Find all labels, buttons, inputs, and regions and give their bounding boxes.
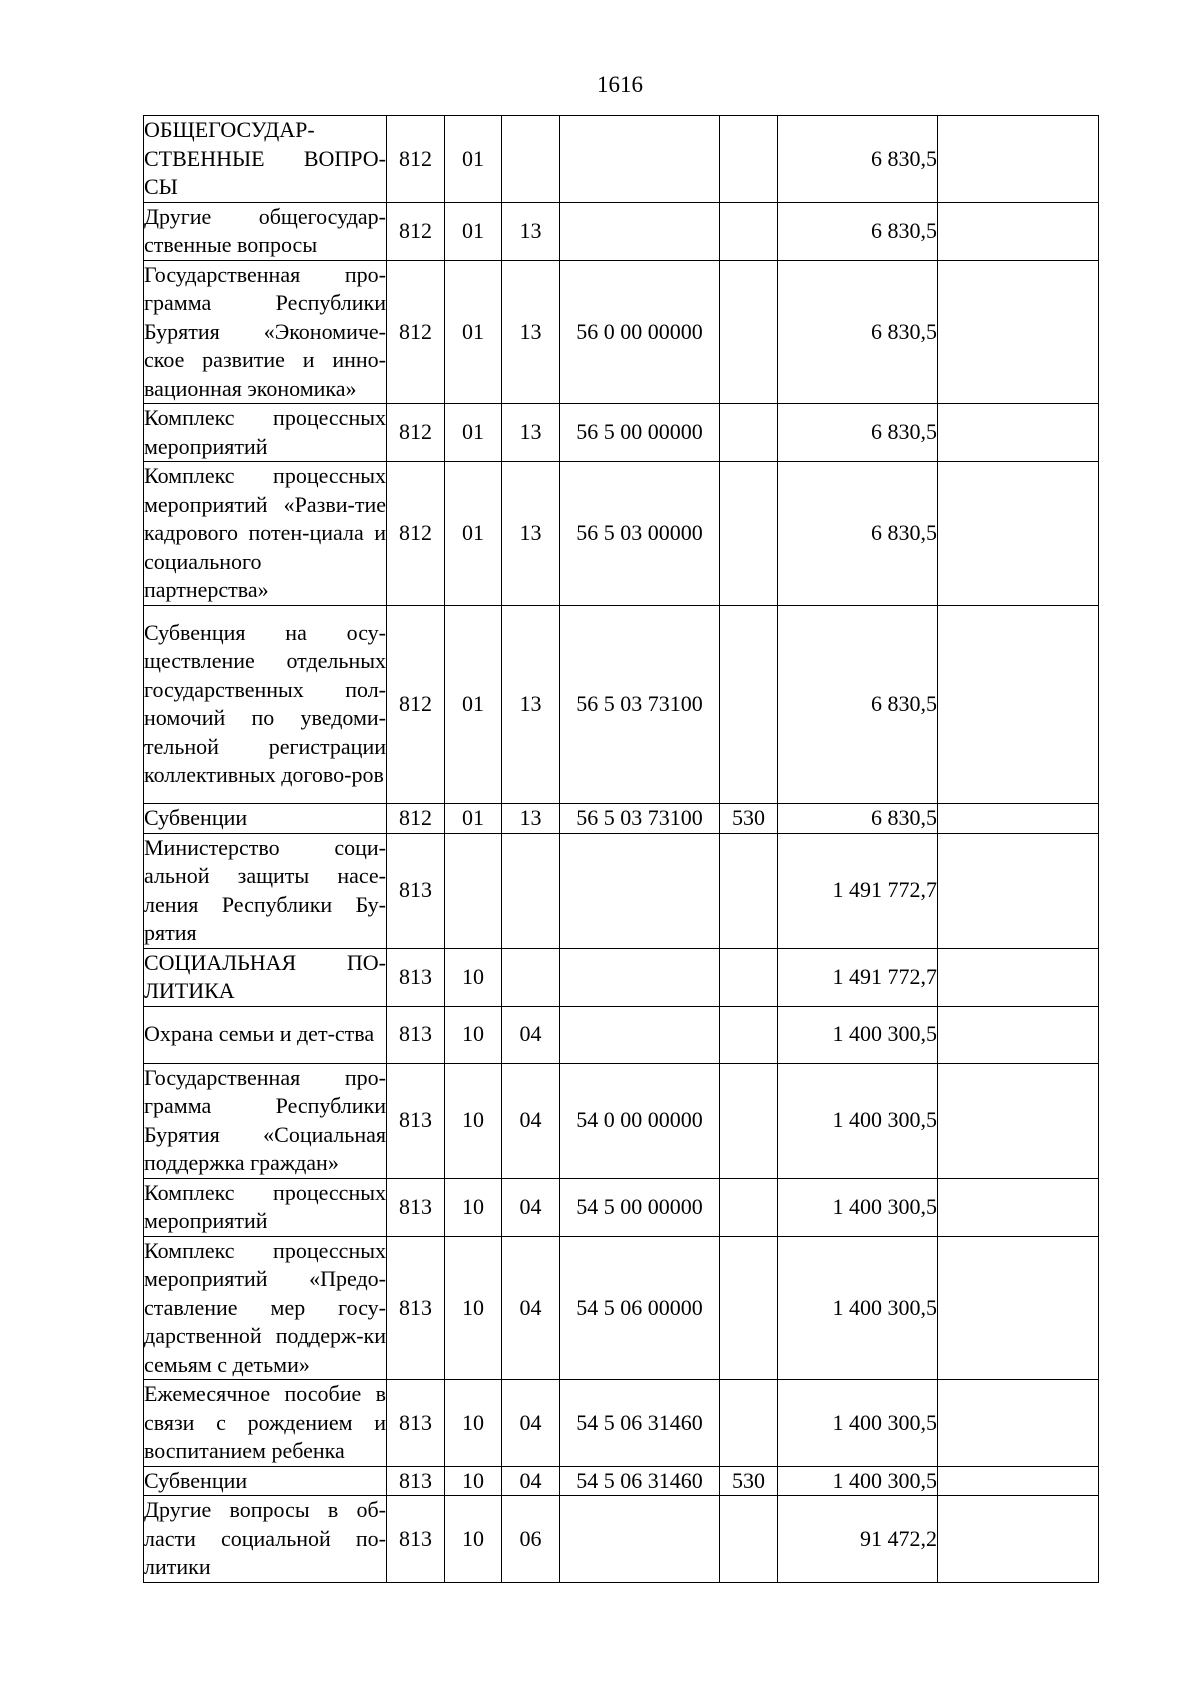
table-row [144,605,1099,803]
name-cell: Субвенции [144,1466,387,1496]
section-cell: 10 [445,1380,502,1467]
ved-cell: 813 [387,948,445,1006]
name-cell: Комплекс процессных мероприятий [144,404,387,462]
expense-type-cell [720,948,778,1006]
empty-cell [938,1236,1099,1380]
ved-cell: 812 [387,462,445,606]
name-cell: ОБЩЕГОСУДАР-СТВЕННЫЕ ВОПРО-СЫ [144,116,387,203]
expense-type-cell [720,1178,778,1236]
empty-cell [938,833,1099,948]
target-article-cell: 54 5 06 00000 [560,1236,720,1380]
subsection-cell: 13 [502,404,560,462]
amount-cell: 6 830,5 [778,404,938,462]
target-article-cell: 56 5 03 73100 [560,605,720,803]
table-row [144,948,1099,1006]
name-cell: Охрана семьи и дет-ства [144,1006,387,1063]
table-row [144,404,1099,462]
section-cell: 01 [445,462,502,606]
name-cell: Государственная про-грамма Республики Бурятия «Экономиче-ское развитие и инно-вационная экономика» [144,260,387,404]
amount-cell: 6 830,5 [778,605,938,803]
amount-cell: 1 400 300,5 [778,1063,938,1178]
name-cell: Государственная про-грамма Республики Бурятия «Социальная поддержка граждан» [144,1063,387,1178]
target-article-cell: 56 0 00 00000 [560,260,720,404]
section-cell: 01 [445,202,502,260]
section-cell: 10 [445,1178,502,1236]
subsection-cell: 04 [502,1380,560,1467]
target-article-cell [560,948,720,1006]
subsection-cell: 13 [502,202,560,260]
section-cell [445,833,502,948]
section-cell: 01 [445,260,502,404]
name-cell: СОЦИАЛЬНАЯ ПО-ЛИТИКА [144,948,387,1006]
expense-type-cell [720,260,778,404]
ved-cell: 812 [387,803,445,833]
table-row [144,462,1099,606]
expense-type-cell [720,1063,778,1178]
amount-cell: 1 400 300,5 [778,1006,938,1063]
subsection-cell: 13 [502,605,560,803]
subsection-cell: 13 [502,462,560,606]
table-row [144,202,1099,260]
target-article-cell: 56 5 03 00000 [560,462,720,606]
ved-cell: 812 [387,260,445,404]
section-cell: 10 [445,1006,502,1063]
expense-type-cell [720,404,778,462]
subsection-cell: 04 [502,1178,560,1236]
section-cell: 01 [445,605,502,803]
empty-cell [938,605,1099,803]
amount-cell: 6 830,5 [778,803,938,833]
name-cell: Ежемесячное пособие в связи с рождением и воспитанием ребенка [144,1380,387,1467]
ved-cell: 813 [387,1496,445,1583]
subsection-cell: 04 [502,1236,560,1380]
section-cell: 01 [445,116,502,203]
table-row [144,1466,1099,1496]
section-cell: 10 [445,948,502,1006]
target-article-cell [560,202,720,260]
expense-type-cell [720,1236,778,1380]
table-row [144,1380,1099,1467]
target-article-cell: 56 5 00 00000 [560,404,720,462]
amount-cell: 6 830,5 [778,462,938,606]
name-cell: Комплекс процессных мероприятий «Разви-тие кадрового потен-циала и социального партнерства» [144,462,387,606]
subsection-cell [502,116,560,203]
empty-cell [938,116,1099,203]
table-row [144,803,1099,833]
expense-type-cell [720,116,778,203]
subsection-cell: 13 [502,260,560,404]
empty-cell [938,202,1099,260]
empty-cell [938,404,1099,462]
section-cell: 01 [445,803,502,833]
table-row [144,833,1099,948]
target-article-cell [560,833,720,948]
target-article-cell [560,116,720,203]
section-cell: 10 [445,1236,502,1380]
amount-cell: 6 830,5 [778,202,938,260]
target-article-cell: 54 5 06 31460 [560,1466,720,1496]
ved-cell: 813 [387,1178,445,1236]
target-article-cell: 54 0 00 00000 [560,1063,720,1178]
subsection-cell: 04 [502,1006,560,1063]
amount-cell: 1 491 772,7 [778,948,938,1006]
subsection-cell: 13 [502,803,560,833]
ved-cell: 813 [387,833,445,948]
empty-cell [938,1178,1099,1236]
ved-cell: 813 [387,1006,445,1063]
section-cell: 10 [445,1063,502,1178]
subsection-cell: 04 [502,1466,560,1496]
empty-cell [938,462,1099,606]
ved-cell: 813 [387,1380,445,1467]
empty-cell [938,1466,1099,1496]
ved-cell: 813 [387,1466,445,1496]
ved-cell: 813 [387,1063,445,1178]
empty-cell [938,1380,1099,1467]
amount-cell: 91 472,2 [778,1496,938,1583]
name-cell: Другие общегосудар-ственные вопросы [144,202,387,260]
target-article-cell: 54 5 00 00000 [560,1178,720,1236]
expense-type-cell [720,1496,778,1583]
subsection-cell [502,833,560,948]
empty-cell [938,1496,1099,1583]
name-cell: Субвенции [144,803,387,833]
expense-type-cell [720,202,778,260]
expense-type-cell [720,1380,778,1467]
ved-cell: 812 [387,404,445,462]
amount-cell: 1 400 300,5 [778,1236,938,1380]
amount-cell: 1 400 300,5 [778,1178,938,1236]
amount-cell: 1 400 300,5 [778,1380,938,1467]
name-cell: Субвенция на осу-ществление отдельных государственных пол-номочий по уведоми-тельной регистрации коллективных догово-ров [144,605,387,803]
target-article-cell [560,1006,720,1063]
target-article-cell: 54 5 06 31460 [560,1380,720,1467]
expense-type-cell: 530 [720,1466,778,1496]
empty-cell [938,260,1099,404]
section-cell: 01 [445,404,502,462]
empty-cell [938,1063,1099,1178]
table-row [144,1063,1099,1178]
amount-cell: 1 400 300,5 [778,1466,938,1496]
expense-type-cell [720,462,778,606]
ved-cell: 813 [387,1236,445,1380]
table-row [144,116,1099,203]
page-number: 1616 [597,72,643,97]
name-cell: Министерство соци-альной защиты насе-ления Республики Бу-рятия [144,833,387,948]
subsection-cell: 04 [502,1063,560,1178]
table-row [144,1236,1099,1380]
ved-cell: 812 [387,116,445,203]
target-article-cell: 56 5 03 73100 [560,803,720,833]
empty-cell [938,803,1099,833]
name-cell: Комплекс процессных мероприятий «Предо-ставление мер госу-дарственной поддерж-ки семьям с детьми» [144,1236,387,1380]
amount-cell: 1 491 772,7 [778,833,938,948]
expense-type-cell [720,833,778,948]
table-row [144,1006,1099,1063]
name-cell: Комплекс процессных мероприятий [144,1178,387,1236]
expense-type-cell [720,1006,778,1063]
table-row [144,1496,1099,1583]
name-cell: Другие вопросы в об-ласти социальной по-литики [144,1496,387,1583]
empty-cell [938,948,1099,1006]
ved-cell: 812 [387,605,445,803]
table-row [144,1178,1099,1236]
subsection-cell: 06 [502,1496,560,1583]
expense-type-cell: 530 [720,803,778,833]
amount-cell: 6 830,5 [778,116,938,203]
amount-cell: 6 830,5 [778,260,938,404]
expense-type-cell [720,605,778,803]
section-cell: 10 [445,1466,502,1496]
empty-cell [938,1006,1099,1063]
table-row [144,260,1099,404]
target-article-cell [560,1496,720,1583]
section-cell: 10 [445,1496,502,1583]
subsection-cell [502,948,560,1006]
ved-cell: 812 [387,202,445,260]
budget-table [143,115,1099,1583]
